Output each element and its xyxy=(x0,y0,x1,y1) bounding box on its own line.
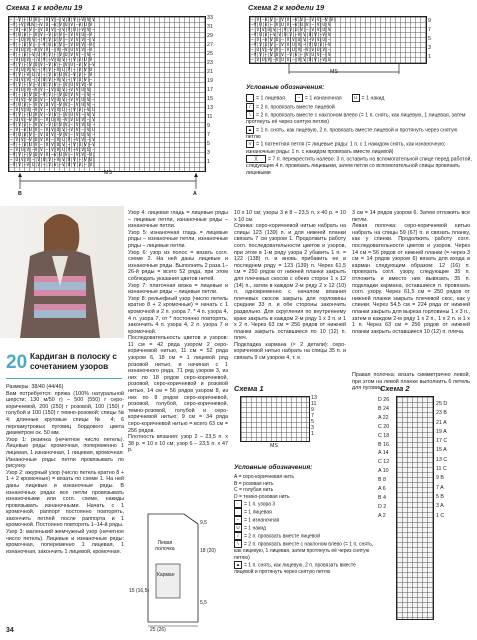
measure-e: 5,5 xyxy=(200,600,207,606)
stitch-pattern3-icon: · xyxy=(234,500,242,508)
scheme2-row-numbers: 9 7 5 3 1 xyxy=(428,18,431,60)
k2tog-icon: / xyxy=(246,103,254,111)
purl-icon: − xyxy=(295,94,303,102)
article-title: Кардиган в полоску с сочетанием узоров xyxy=(30,352,117,371)
sk2p-icon: ▲ xyxy=(247,126,253,132)
title-rule xyxy=(6,378,122,379)
article-column-4b: Правая полочка: вязать симметрично левой, при этом на левой планке выполнить 6 петель для пуговиц. xyxy=(352,372,470,392)
ssk-icon: \ xyxy=(246,111,254,119)
schema1-title: Схема 1 xyxy=(234,384,264,393)
measure-d: 18 (20) xyxy=(200,548,216,554)
brioche-icon: V xyxy=(246,140,254,148)
knit-icon xyxy=(246,94,254,102)
page-number: 34 xyxy=(6,627,14,634)
scheme1-row-numbers: 33 31 29 27 25 23 21 19 17 15 13 11 9 7 5 3 1 xyxy=(207,15,213,165)
knit-icon-2 xyxy=(234,508,242,516)
cable-icon: ╳ xyxy=(246,155,266,163)
scheme2-symbols: −|V|−V|V|−|V|V|−V|V|−|V|V|−V|V| −V|U|V|−|V|U|V|−V|U|V|−|V|U|V −|V|V|U|V|−|V|V|U|V|−|V|V|U|V −V|U|V|−V|V|U|V|−V|V|U|V|−V|V −|V|−V|V|U|−|V|V|U|V|−V|V|U|− −V|V|U|V|−|V|V|U|V|−|V|U|V|−V −|U|V|−V|V|−|V|U|V|−V|V|U|V|− −V|V|−|V|U|V|−V|V|−|V|U|V|−|V −|V|U|V|−V|U|V|−|V|V|U|V|−V|U xyxy=(251,18,337,63)
left-front-label: Левая полочка xyxy=(155,540,175,552)
article-column-4: 3 см = 14 рядов узором 6. Затем отложить все петли. Левая полочка: серо-коричневой нитью набрать на спицы 59 (67) п. и связать планку, как у спинки. Продолжить работу согл. последовательности цветов и узоров. Через 14 см = 56 рядов от нижней планки (= через 3 см = 14 рядов узором 6) вязать для входа в карман следующим образом: 12 (16) п. провязать согл. узору, следующие 35 п. отложить и вместо них вывязать 35 п. подкладки кармана, оставшиеся п. провязать согл. узору. Через 61,5 см = 250 рядов от нижней планки закрыть плечевой скос, как у спинки. Через 54,5 см = 224 ряда от нижней планки закрыть для выреза горловины 1 х 3 п., затем в каждом 2-м ряду 1 х 2 п., 1 х 2 п. и 1 х 1 п. Через 63 см = 256 рядов от нижней планки закрыть оставшиеся 10 (12) п. плеча. xyxy=(352,210,470,335)
legend1: Условные обозначения: = 1 лицевая − = 1 изнаночная U = 1 накид / = 2 п. провязать вместе лицевой \ = 2 п. провязать вместе с наклоном влево (= 1 п. снять, как лицевую, 1 лицевая, затем протянуть её через снятую петлю) ▲ = 1 п. снять, как лицевую, 2 п. провязать вместе лицевой и протянуть через снятую петлю V = 1 патентная петля (= лицевые ряды: 1 п. с 1 накидом снять, как изнаночную; изнаночные ряды: 1 п. с накидом провязать вместе лицевой) ╳ = 7 п. перекрестить налево: 3 п. оставить на вспомогательной спице перед работой, следующие 4 п. провязать лицевыми, затем петли со вспомогательной спицы провязать лицевыми xyxy=(246,84,472,177)
measure-b: 15 (16,5) xyxy=(129,588,150,594)
scheme1-arrow-a: А xyxy=(193,191,197,197)
legend1-title: Условные обозначения: xyxy=(246,84,325,91)
scheme2-rapport-arrows xyxy=(249,63,425,75)
ssk-icon-2: \ xyxy=(234,540,242,548)
model-photo xyxy=(0,206,124,338)
schema1-ms-label: MS xyxy=(270,443,278,449)
article-column-3: 10 х 10 см; узоры 3 и 8 – 23,5 п. х 40 р. = 10 х 10 см. Спинка: серо-коричневой нитью набрать на спицы 123 (139) п. и для нижней планки связать 7 см узором 1. Продолжить работу согл. последовательности цветов и узоров, при этом в 1-м ряду узора 2 убавить 1 п. = 122 (138) п. и вновь прибавить ее в последнем ряду = 123 (139) п. Через 61,5 см = 250 рядов от нижней планки закрыть для плечевых скосов с обеих сторон 1 х 12 (14) п., затем в каждом 2-м ряду 2 х 12 (10) п. одновременно с началом вязания плечевых скосов закрыть для горловины средние 33 п. и обе стороны закончить раздельно. Для скругления по внутреннему краю закрыть в каждом 2-м ряду 1 х 3 п. и 1 х 2 п. Через 63 см = 256 рядов от нижней планки закрыть оставшиеся по 10 (12) п. плеч. Подкладка кармана (× 2 детали): серо-коричневой нитью набрать на спицы 35 п. и связать 9 см узором 4, т. е. xyxy=(234,210,346,362)
pocket-label: Карман xyxy=(157,572,175,578)
measure-c: 9,5 xyxy=(200,520,207,526)
scheme1-arrow-b: В xyxy=(18,191,22,197)
model-illustration xyxy=(0,206,124,338)
legend2: Условные обозначения: A = серо-коричневая нить B = розовая нить C = голубая нить D = темно-розовая нить · = 1 п. узора 3 = 1 лицевая − = 1 изнаночная U = 1 накид / = 2 п. провязать вместе лицевой \ = 2 п. провязать вместе с наклоном влево (= 1 п. снять, как лицевую, 1 лицевая, затем протянуть её через снятую петлю) ▲ = 1 п. снять, как лицевую, 2 п. провязать вместе лицевой и протянуть через снятую петлю xyxy=(234,464,374,576)
article-column-1: Размеры: 38/40 (44/46) Вам потребуется: пряжа (100% натуральной шерсти; 130 м/50 г) – 500 (550) г серо-коричневой, 200 (250) г розовой, 100 (150) г голубой и 100 (150) г темно-розовой; спицы № 4; длинные круговые спицы № 4; 6 перламутровых пуговиц бордового цвета диаметром ок. 50 мм. Узор 1: резинка (нечетное число петель). Лицевые ряды: кромочная, попеременно 1 лицевая, 1 изнаночная, 1 лицевая, кромочная. Изнаночные ряды: петли провязывать по рисунку. Узор 2: ажурный узор (число петель кратно 8 + 1 + 2 кромочные) = вязать по схеме 1. На ней даны лицевые и изнаночные ряды. В изнаночных рядах все петли провязывать изнаночными или согл. схеме, накиды провязывать изнаночными. Начать с 1 кромочной, раппорт постоянно повторять, закончить петлей после раппорта и 1 кромочной. Постоянно повторять 1–14-й ряды. Узор 3: маленький жемчужный узор (нечетное число петель). Лицевые и изнаночные ряды: кромочная, попеременно 1 лицевая, 1 изнаночная, закончить 1 лицевой, кромочная. xyxy=(6,384,124,555)
left-front-pattern xyxy=(128,506,228,634)
scheme2-grid xyxy=(249,16,427,64)
schema2-title: Схема 2 xyxy=(380,384,410,393)
k2tog-icon-2: / xyxy=(234,532,242,540)
schema2-right-labels: 25 D 23 B 21 A 19 A 17 C 15 A 13 C 11 C 9 B 7 A 5 B 3 A 1 C xyxy=(436,401,448,519)
schema2-left-labels: D 26 B 24 A 22 C 20 C 18 B 16 A 14 C 12 A 10 B 8 A 6 B 4 D 2 A 2 xyxy=(378,397,390,519)
scheme2-title: Схема 2 к модели 19 xyxy=(248,3,325,12)
article-number: 20 xyxy=(6,352,28,373)
sk2p-icon-2: ▲ xyxy=(235,562,241,568)
yarn-over-icon-2: U xyxy=(234,524,242,532)
schema1-grid xyxy=(240,396,310,442)
schema2-grid xyxy=(396,396,434,620)
scheme1-ms-label: MS xyxy=(104,170,112,176)
legend2-title: Условные обозначения: xyxy=(234,464,313,471)
measure-a: 25 (26) xyxy=(150,627,166,633)
scheme1-grid xyxy=(8,16,206,172)
schema1-row-numbers: 13 11 9 7 5 3 1 xyxy=(311,395,317,437)
purl-icon-2: − xyxy=(234,516,242,524)
scheme1-symbols: −|−V|−|U|V|−|V|V|−|V|U|V|−V|V|V −V|−V|VUV|−V|U|−V|V|U|V|−V|U|V −|V|−V|V|−|V|U|V|−|V|V|U|−V|V|− −V|U|V|−|V|V|−V|U|V|−|V|V|U|−V −|−|U|V|V|−|V|V|U|V|−|V|V|V|−|V −V|−|V|V|−|−V|U|V|V|−|V|U|V|−V| −|V|U|V|−V|V|V|−|V|−V|U|V|V|−V −V|−|V|−V|U|V|V|−|V|U|V|V|−|V|− −|V|U|V|−|V|V|−V|U|V|−|V|V|U|V −V|V|−|V|U|V|−V|V|−|V|U|−V|V|−V −|V|U|V|V|−|V|V|−V|U|V|−|V|V|U −V|V|−V|U|V|−|V|V|U|V|−V|V|−|V −|U|V|V|−|V|U|V|−V|V|−|V|U|V|− −V|V|−|V|−V|U|V|V|−|V|U|V|V|−V −|V|U|V|−V|V|−|V|U|V|−V|V|U|V| −V|−|V|V|U|−V|V|−|V|U|V|V|−|V|− −|V|V|−V|U|V|−|V|U|V|−V|V|U|V|− −V|U|V|−|V|V|U|V|−V|V|−|V|U|V|− −|V|V|U|−V|V|−|V|V|U|−|V|V|−V|U −V|V|−|U|V|V|−V|V|−|V|U|V|−|V|V −|U|V|−V|V|−|V|U|V|−V|V|U|V|−|V −V|V|U|−|V|V|−V|U|V|V|−|V|V|U|− −|V|−V|U|V|−|V|V|U|V|−V|V|−|V|U −V|U|V|V|−|V|U|V|−V|V|−|V|U|V|− −|V|V|−V|U|V|V|−|V|U|V|−V|V|−|V −V|−|V|U|V|−|V|V|U|V|−|V|U|V|−V −|V|U|V|−V|V|−|V|V|U|V|−V|V|U|− −V|V|−|V|U|V|V|−V|U|V|−|V|V|−V| −|U|V|V|−|V|U|V|−V|V|U|V|−|V|U| −V|V|−V|U|V|−|V|V|−V|U|V|V|−|V| xyxy=(10,18,96,168)
yarn-over-icon: U xyxy=(352,94,360,102)
scheme1-title: Схема 1 к модели 19 xyxy=(6,3,83,12)
article-column-2: Узор 4: лицевая гладь = лицевые ряды – лицевые петли, изнаночные ряды – изнаночные петли. Узор 5: изнаночная гладь = лицевые ряды – изнаночные петли, изнаночные ряды – лицевые петли. Узор 6: узор из полос = вязать согл. схеме 2. На ней даны лицевые и изнаночные ряды. Выполнить 2 раза 1–26-й ряды = всего 52 ряда, при этом соблюдать указания цветов нитей. Узор 7: платочная вязка = лицевые и изнаночные ряды – лицевые петли. Узор 8: рельефный узор (число петель кратно 8 + 2 кромочные) = начать с 1 кромочной и 2 п. узора 7. * 4 п. узора 4, 4 п. узора 7, от * постоянно повторять, закончить 4 п. узора 4, 2 п. узора 7 и кромочной. Последовательность цветов и узоров: 11 см = 42 ряда узором 2 серо-коричневой нитью, 11 см = 52 ряда узором 6, 18 см = 1 лицевой ряд розовой нитью, и начиная с 1 изнаночного ряда, 71 ряд узором 3, из них по 18 рядов серо-коричневой, розовой, серо-коричневой и розовой нитью, 14 см = 56 рядов узором 8, из них по 8 рядов серо-коричневой, розовой, голубой, серо-коричневой, темно-розовой, голубой и серо-коричневой нитью; 9 см = 34 ряда серо-коричневой нитью = всего 63 см = 256 рядов. Плотность вязания: узор 2 – 23,5 п. х 38 р. = 10 х 10 см; узор 6 – 23,5 п. х 47 р. xyxy=(128,210,228,454)
scheme2-ms-label: MS xyxy=(330,69,338,75)
